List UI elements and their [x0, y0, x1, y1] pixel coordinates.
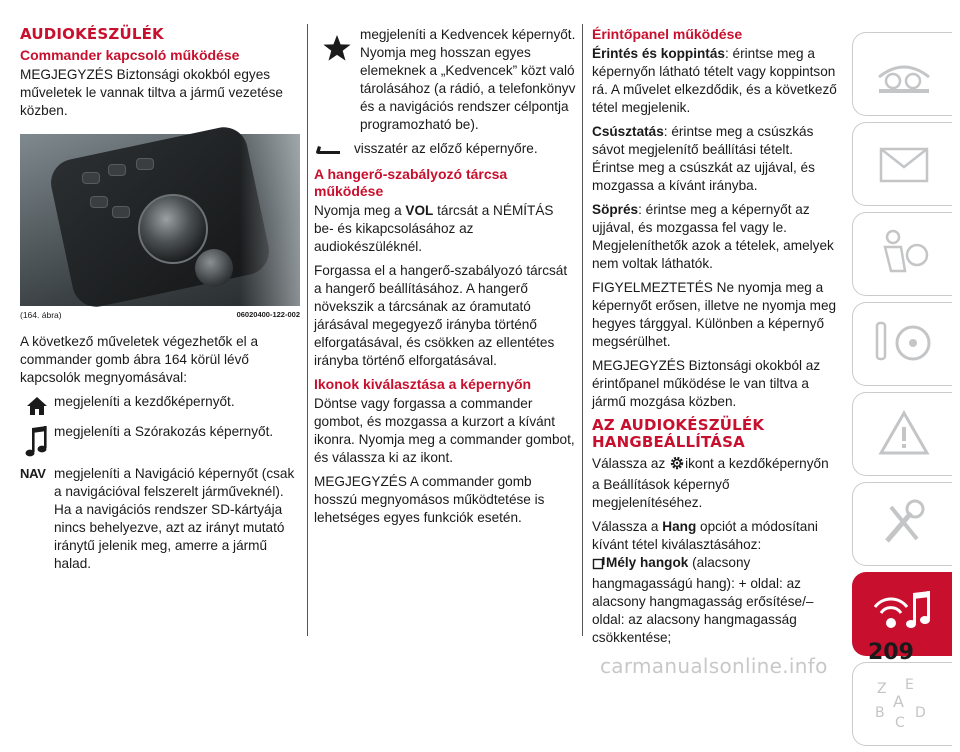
- back-arrow-icon: [314, 144, 342, 156]
- square-bullet-icon: [592, 556, 606, 570]
- nav-text: megjeleníti a Navigáció képernyőt (csak a navigációval felszerelt járműveknél). Ha a navigációs rendszer SD-kártyája nincs behelyezve, azt az irányt mutató iránytű jelenik meg, amerre a jármű halad.: [54, 466, 295, 571]
- home-icon: [25, 395, 49, 417]
- music-button-description: [20, 423, 300, 459]
- figure-number: (164. ábra): [20, 310, 62, 320]
- tab-maintenance[interactable]: [852, 482, 952, 566]
- envelope-icon: [871, 133, 937, 193]
- icons-paragraph-2: MEGJEGYZÉS A commander gomb hosszú megnyomásos működtetése is lehetséges egyes funkciók esetén.: [314, 474, 545, 525]
- multimedia-icon: [871, 583, 937, 643]
- page-title: AUDIOKÉSZÜLÉK: [20, 25, 164, 43]
- page-number: 209: [868, 640, 914, 665]
- back-button-description: [314, 140, 576, 158]
- warning-triangle-icon: [871, 403, 937, 463]
- section-heading-touchpanel: Érintőpanel működése: [592, 26, 743, 42]
- tab-driving[interactable]: [852, 302, 952, 386]
- icons-paragraph-1: Döntse vagy forgassa a commander gombot, és mozgassa a kurzort a kívánt ikonra. Nyomja meg a commander gombot, és válassza ki az ikont.: [314, 396, 575, 465]
- star-text: megjeleníti a Kedvencek képernyőt. Nyomja meg hosszan egyes elemeknek a „Kedvencek” közt való tárolásához (a rádió, a telefonkönyv és a navigációs rendszer célpontja programozható be).: [360, 27, 576, 132]
- steering-wheel-icon: [871, 313, 937, 373]
- column-2: [314, 26, 576, 533]
- section-heading-icons: Ikonok kiválasztása a képernyőn: [314, 376, 532, 392]
- column-1: [20, 26, 300, 579]
- music-text: megjeleníti a Szórakozás képernyőt.: [54, 424, 274, 439]
- volume-paragraph-1: Nyomja meg a VOL tárcsát a NÉMÍTÁS be- és kikapcsolásához az audiokészüléknél.: [314, 203, 554, 254]
- music-note-icon: [25, 425, 49, 459]
- slide-paragraph: Csúsztatás: érintse meg a csúszkás sávot megjelenítő beállítási tételt. Érintse meg a csúszkát az ujjával, és mozgassa a kívánt irányba.: [592, 124, 815, 193]
- warning-paragraph: FIGYELMEZTETÉS Ne nyomja meg a képernyőt erősen, illetve ne nyomja meg hegyes tárggyal. Különben a képernyő megsérülhet.: [592, 280, 837, 349]
- section-heading-commander: Commander kapcsoló működése: [20, 47, 240, 63]
- commander-knob-photo: [20, 134, 300, 306]
- home-button-description: [20, 393, 300, 417]
- svg-text:Z: Z: [877, 681, 887, 697]
- figure-code: 06020400-122-002: [236, 310, 300, 319]
- tab-emergency[interactable]: [852, 392, 952, 476]
- tab-index[interactable]: [852, 662, 952, 746]
- section-heading-volume: A hangerő-szabályozó tárcsa működése: [314, 166, 508, 199]
- svg-text:E: E: [905, 677, 914, 693]
- star-icon: [322, 34, 352, 62]
- nav-label: NAV: [20, 466, 46, 481]
- bass-paragraph: Mély hangok (alacsony hangmagasságú hang): + oldal: az alacsony hangmagasság erősítése/– oldal: az alacsony hangmagasság csökkentése;: [592, 555, 814, 645]
- airbag-seat-icon: [871, 223, 937, 283]
- touch-paragraph: Érintés és koppintás: érintse meg a képernyőn látható tételt vagy koppintson rá. A művelet elkezdődik, és a következő tétel megjelenik.: [592, 46, 837, 115]
- column-divider: [582, 24, 583, 636]
- watermark: carmanualsonline.info: [600, 654, 828, 678]
- tab-messages[interactable]: [852, 122, 952, 206]
- nav-button-description: [20, 465, 300, 573]
- section-heading-sound-setup: AZ AUDIOKÉSZÜLÉK HANGBEÁLLÍTÁSA: [592, 416, 765, 451]
- svg-text:C: C: [895, 715, 905, 731]
- intro-paragraph: A következő műveletek végezhetők el a commander gomb ábra 164 körül lévő kapcsolók megnyomásával:: [20, 334, 259, 385]
- favourites-button-description: [314, 26, 576, 134]
- setup-paragraph-2: Válassza a Hang opciót a módosítani kívánt tétel kiválasztásához:: [592, 519, 818, 552]
- column-3: [592, 26, 838, 653]
- column-divider: [307, 24, 308, 636]
- tab-dashboard[interactable]: [852, 32, 952, 116]
- tab-safety[interactable]: [852, 212, 952, 296]
- figure-caption: [20, 309, 300, 321]
- volume-paragraph-2: Forgassa el a hangerő-szabályozó tárcsát a hangerő beállításához. A hangerő növekszik a tárcsának az óramutató járásával megegyező irányba történő elforgatásával, és csökken az ellentétes irányba történő elforgatásával.: [314, 263, 568, 368]
- note-paragraph: MEGJEGYZÉS Biztonsági okokból egyes műveletek le vannak tiltva a jármű vezetése közben.: [20, 67, 283, 118]
- back-text: visszatér az előző képernyőre.: [354, 141, 538, 156]
- tools-icon: [871, 493, 937, 553]
- settings-gear-icon: [669, 455, 685, 471]
- alphabet-index-icon: [871, 673, 937, 733]
- svg-text:D: D: [915, 705, 926, 721]
- note-paragraph-touch: MEGJEGYZÉS Biztonsági okokból az érintőpanel működése le van tiltva a jármű mozgása közben.: [592, 358, 821, 409]
- home-text: megjeleníti a kezdőképernyőt.: [54, 394, 235, 409]
- setup-paragraph-1: Válassza az ikont a kezdőképernyőn a Beállítások képernyő megjelenítéséhez.: [592, 456, 829, 510]
- car-dashboard-icon: [871, 43, 937, 103]
- svg-text:A: A: [893, 692, 904, 711]
- swipe-paragraph: Söprés: érintse meg a képernyőt az ujjával, és mozgassa fel vagy le. Megjeleníthetők azok a tételek, amelyek nem voltak láthatók.: [592, 202, 834, 271]
- svg-text:B: B: [875, 705, 885, 721]
